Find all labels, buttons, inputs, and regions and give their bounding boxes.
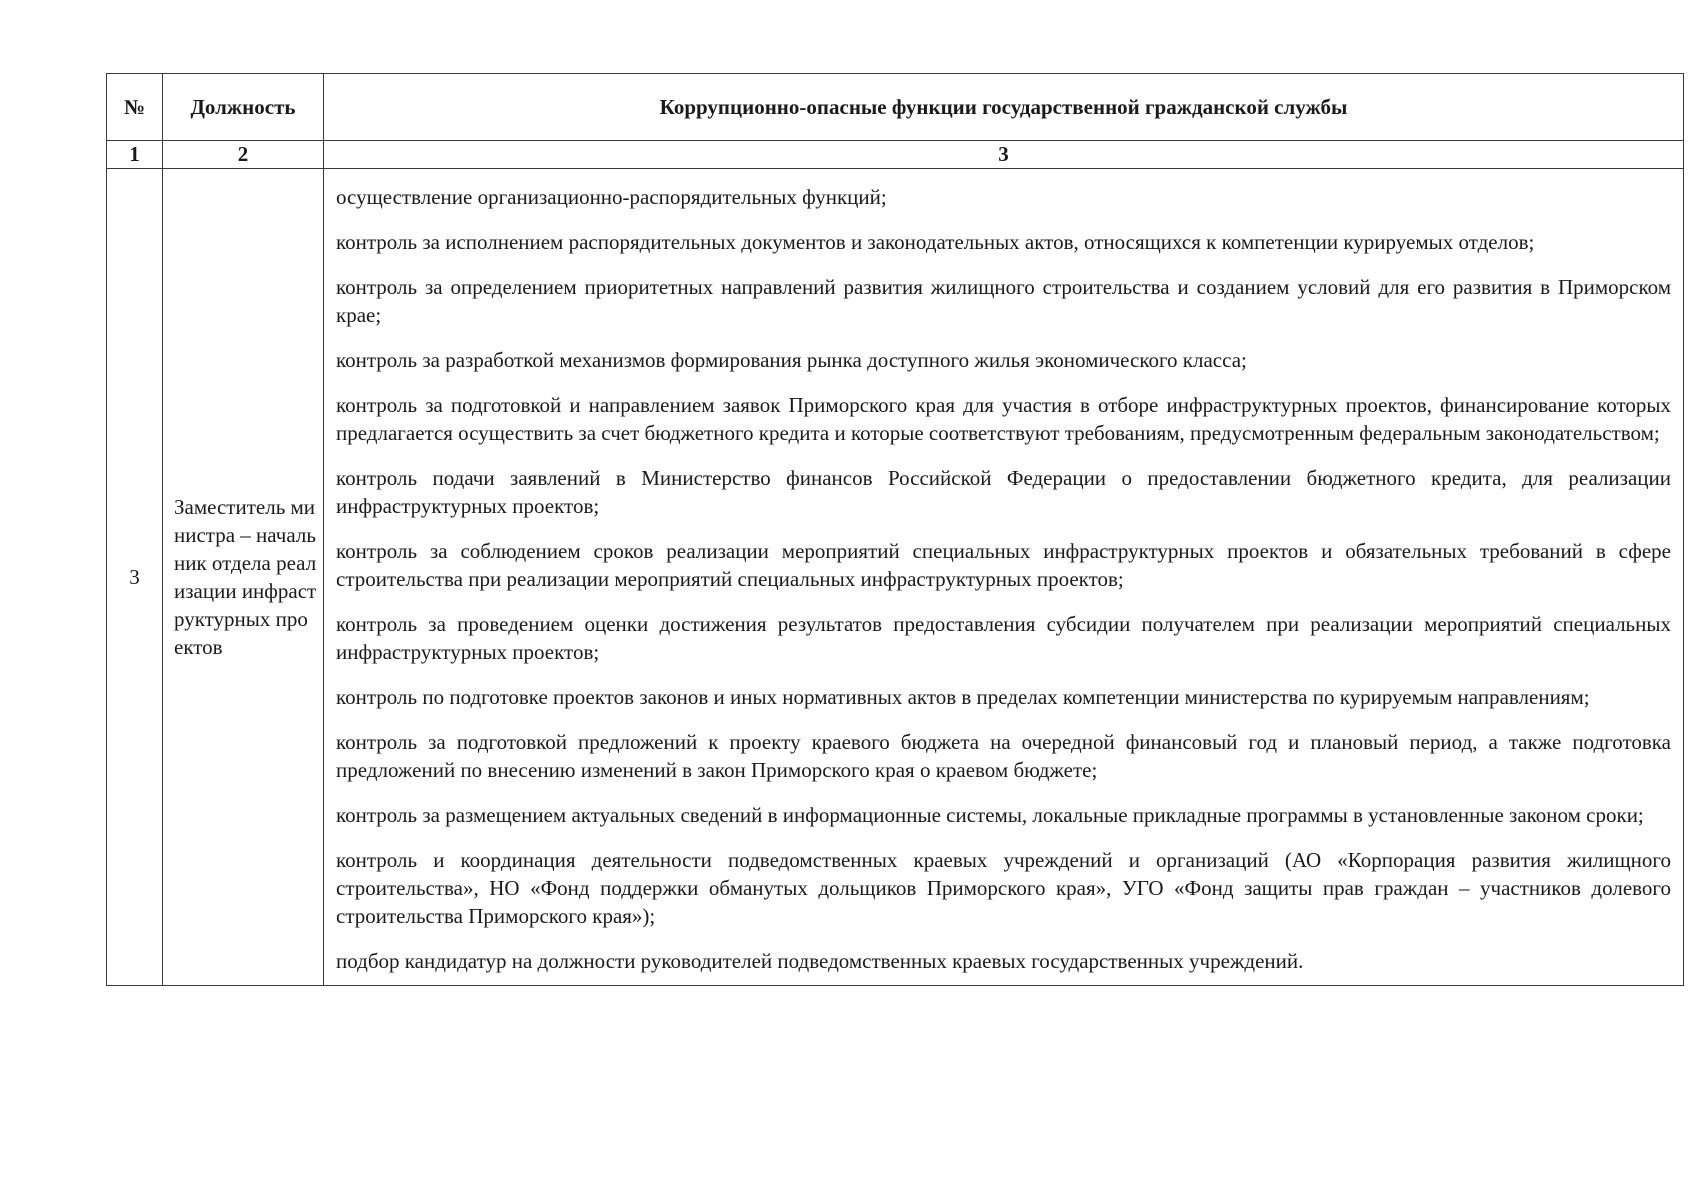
column-index-row — [107, 141, 1684, 169]
column-index-2: 2 — [163, 141, 324, 169]
header-position: Должность — [163, 74, 324, 141]
row-number: 3 — [107, 169, 163, 986]
function-item: осуществление организационно-распорядительных функций; — [336, 185, 887, 209]
header-number: № — [107, 74, 163, 141]
position-title: Заместитель министра – начальник отдела реализации инфраструктурных проектов — [163, 169, 324, 986]
table-row — [107, 169, 1684, 986]
function-item: подбор кандидатур на должности руководителей подведомственных краевых государственных учреждений. — [336, 949, 1304, 973]
function-item: контроль за проведением оценки достижения результатов предоставления субсидии получателем при реализации мероприятий специальных инфраструктурных проектов; — [336, 612, 1671, 664]
column-index-1: 1 — [107, 141, 163, 169]
function-item: контроль за подготовкой предложений к проекту краевого бюджета на очередной финансовый год и плановый период, а также подготовка предложений по внесению изменений в закон Приморского края о краевом бюджете; — [336, 730, 1671, 782]
table-header-row — [107, 74, 1684, 141]
function-item: контроль за соблюдением сроков реализации мероприятий специальных инфраструктурных проектов и обязательных требований в сфере строительства при реализации мероприятий специальных инфраструктурных проектов; — [336, 539, 1671, 591]
function-item: контроль подачи заявлений в Министерство финансов Российской Федерации о предоставлении бюджетного кредита, для реализации инфраструктурных проектов; — [336, 466, 1671, 518]
function-item: контроль за исполнением распорядительных документов и законодательных актов, относящихся к компетенции курируемых отделов; — [336, 230, 1535, 254]
function-item: контроль за разработкой механизмов формирования рынка доступного жилья экономического класса; — [336, 348, 1247, 372]
functions-list — [324, 169, 1684, 986]
function-item: контроль за подготовкой и направлением заявок Приморского края для участия в отборе инфраструктурных проектов, финансирование которых предлагается осуществить за счет бюджетного кредита и которые соответствуют требованиям, предусмотренным федеральным законодательством; — [336, 393, 1671, 445]
function-item: контроль по подготовке проектов законов и иных нормативных актов в пределах компетенции министерства по курируемым направлениям; — [336, 685, 1590, 709]
function-item: контроль за размещением актуальных сведений в информационные системы, локальные прикладные программы в установленные законом сроки; — [336, 803, 1644, 827]
function-item: контроль за определением приоритетных направлений развития жилищного строительства и созданием условий для его развития в Приморском крае; — [336, 275, 1671, 327]
function-item: контроль и координация деятельности подведомственных краевых учреждений и организаций (АО «Корпорация развития жилищного строительства», НО «Фонд поддержки обманутых дольщиков Приморского края», УГО «Фонд защиты прав граждан – участников долевого строительства Приморского края»); — [336, 848, 1671, 928]
corruption-functions-table — [106, 73, 1684, 986]
header-functions: Коррупционно-опасные функции государственной гражданской службы — [324, 74, 1684, 141]
column-index-3: 3 — [324, 141, 1684, 169]
